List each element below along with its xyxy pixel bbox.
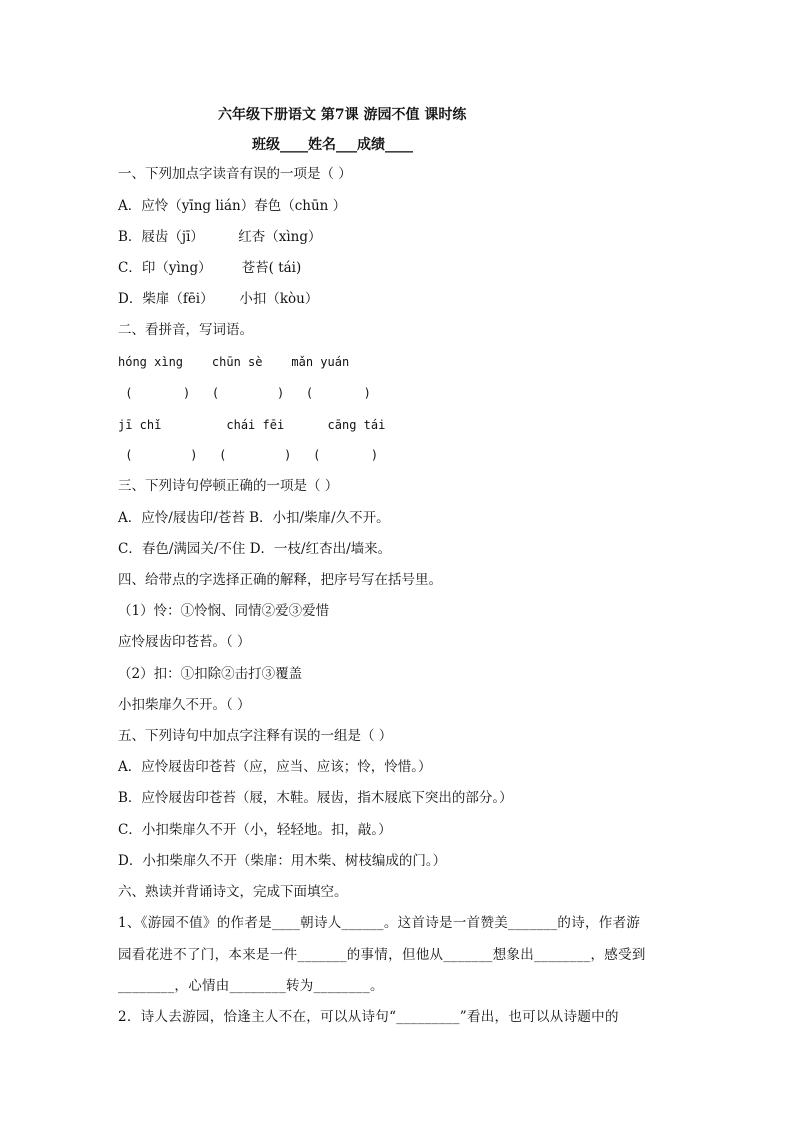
subquestion-line: （2）扣：①扣除②击打③覆盖 (118, 666, 303, 682)
fill-in-line: 2．诗人去游园，恰逢主人不在，可以从诗句“_________”看出，也可以从诗题中的 (118, 1009, 619, 1025)
subquestion-line: 应怜屐齿印苍苔。（ ） (118, 634, 251, 650)
question-3-heading: 三、下列诗句停顿正确的一项是（ ） (118, 478, 339, 494)
fill-in-line: ________，心情由________转为________。 (118, 978, 384, 994)
option-line: B．屐齿（jī） 红杏（xìng） (118, 229, 322, 245)
option-line: A．应怜（yīng lián）春色（chūn ） (118, 198, 347, 214)
student-info-line: 班级____姓名___成绩____ (252, 137, 413, 153)
pinyin-line: hóng xìng chūn sè mǎn yuán (118, 355, 350, 369)
option-line: D．柴扉（fēi） 小扣（kòu） (118, 291, 319, 307)
answer-blanks: ( ) ( ) ( ) (118, 448, 379, 462)
fill-in-line: 1、《游园不值》的作者是____朝诗人______。这首诗是一首赞美_______的诗，作者游 (118, 915, 641, 931)
option-line: C．印（yìng） 苍苔( tái) (118, 260, 302, 276)
option-line: A．应怜屐齿印苍苔（应，应当、应该；怜，怜惜。） (118, 759, 432, 775)
option-line: C．小扣柴扉久不开（小，轻轻地。扣，敲。） (118, 822, 392, 838)
worksheet-title: 六年级下册语文 第7课 游园不值 课时练 (218, 107, 467, 123)
question-1-heading: 一、下列加点字读音有误的一项是（ ） (118, 166, 352, 182)
question-4-heading: 四、给带点的字选择正确的解释，把序号写在括号里。 (118, 572, 442, 588)
fill-in-line: 园看花进不了门，本来是一件_______的事情，但他从_______想象出________，感受到 (118, 947, 646, 963)
subquestion-line: （1）怜：①怜悯、同情②爱③爱惜 (118, 603, 330, 619)
answer-blanks: ( ) ( ) ( ) (118, 386, 371, 400)
option-line: A．应怜/屐齿印/苍苔 B．小扣/柴扉/久不开。 (118, 510, 390, 526)
question-6-heading: 六、熟读并背诵诗文，完成下面填空。 (118, 884, 348, 900)
option-line: D．小扣柴扉久不开（柴扉：用木柴、树枝编成的门。） (118, 853, 447, 869)
question-5-heading: 五、下列诗句中加点字注释有误的一组是（ ） (118, 728, 393, 744)
question-2-heading: 二、看拼音，写词语。 (118, 322, 253, 338)
option-line: B．应怜屐齿印苍苔（屐，木鞋。屐齿，指木屐底下突出的部分。） (118, 790, 513, 806)
subquestion-line: 小扣柴扉久不开。（ ） (118, 697, 251, 713)
option-line: C．春色/满园关/不住 D．一枝/红杏出/墙来。 (118, 541, 392, 557)
pinyin-line: jī chǐ chái fēi cāng tái (118, 418, 386, 432)
